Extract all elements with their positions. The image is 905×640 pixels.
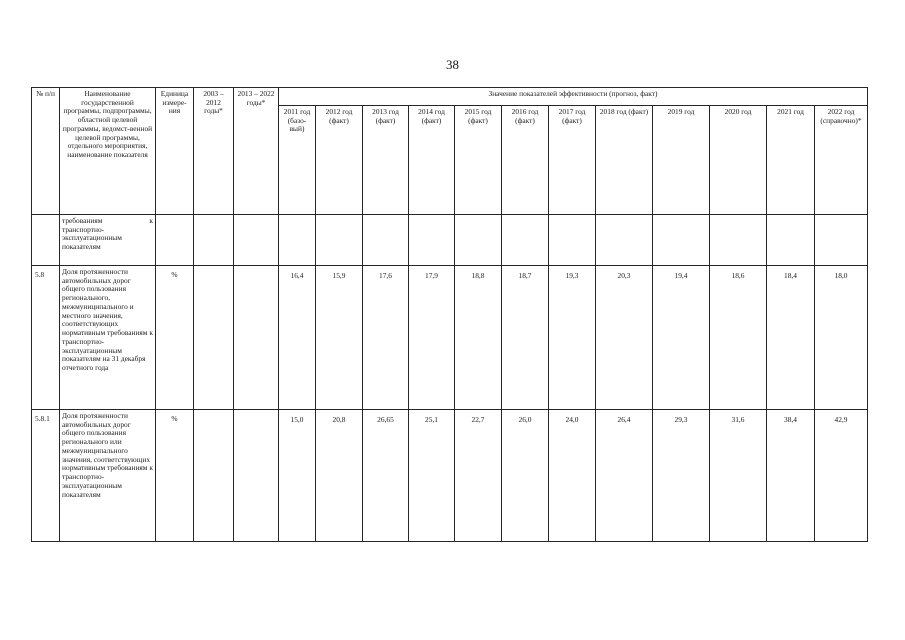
row-value: 15,9	[316, 266, 363, 410]
row-value	[815, 215, 868, 266]
row-name-first-word: требованиям	[62, 216, 103, 225]
row-period-2003-2012	[194, 266, 234, 410]
page-number: 38	[446, 57, 459, 72]
header-period-2013-2022: 2013 – 2022 годы*	[234, 88, 279, 215]
header-year: 2020 год	[710, 106, 767, 215]
header-name: Наименование государственной программы, подпрограммы, областной целевой программы, ведомст-венной целевой программы, отдельного мероприятия, наименование показателя	[60, 88, 156, 215]
row-value	[549, 215, 596, 266]
row-unit	[156, 215, 194, 266]
row-value: 19,4	[653, 266, 710, 410]
row-period-2003-2012	[194, 410, 234, 542]
row-period-2003-2012	[194, 215, 234, 266]
row-period-2013-2022	[234, 215, 279, 266]
header-period-2003-2012: 2003 – 2012 годы*	[194, 88, 234, 215]
header-year: 2013 год (факт)	[363, 106, 409, 215]
row-value	[455, 215, 502, 266]
row-value	[316, 215, 363, 266]
row-value	[710, 215, 767, 266]
row-value: 42,9	[815, 410, 868, 542]
row-value: 26,4	[596, 410, 653, 542]
row-num: 5.8.1	[32, 410, 60, 542]
row-unit: %	[156, 266, 194, 410]
row-value: 20,8	[316, 410, 363, 542]
header-unit: Единица измере-ния	[156, 88, 194, 215]
header-year: 2017 год (факт)	[549, 106, 596, 215]
row-value: 38,4	[767, 410, 815, 542]
header-row-1	[32, 88, 868, 106]
header-year: 2011 год (базо-вый)	[279, 106, 316, 215]
row-value: 29,3	[653, 410, 710, 542]
row-value: 20,3	[596, 266, 653, 410]
row-value: 18,7	[502, 266, 549, 410]
row-value: 18,0	[815, 266, 868, 410]
table-row	[32, 215, 868, 266]
row-value: 24,0	[549, 410, 596, 542]
header-year: 2014 год (факт)	[409, 106, 455, 215]
header-year: 2019 год	[653, 106, 710, 215]
row-value: 22,7	[455, 410, 502, 542]
header-year: 2022 год (справочно)*	[815, 106, 868, 215]
row-value: 18,4	[767, 266, 815, 410]
row-value: 25,1	[409, 410, 455, 542]
row-value: 26,0	[502, 410, 549, 542]
row-num: 5.8	[32, 266, 60, 410]
row-value	[767, 215, 815, 266]
row-value: 16,4	[279, 266, 316, 410]
row-value	[409, 215, 455, 266]
row-value: 31,6	[710, 410, 767, 542]
row-value: 26,65	[363, 410, 409, 542]
row-value	[279, 215, 316, 266]
table-row	[32, 266, 868, 410]
row-name	[60, 215, 156, 266]
row-value: 15,0	[279, 410, 316, 542]
row-name: Доля протяженности автомобильных дорог общего пользования регионального или межмуниципального значения, соответствующих нормативным требованиям к транспортно-эксплуатационным показателям	[60, 410, 156, 542]
row-value: 18,8	[455, 266, 502, 410]
row-value: 19,3	[549, 266, 596, 410]
header-year: 2018 год (факт)	[596, 106, 653, 215]
row-value	[653, 215, 710, 266]
row-period-2013-2022	[234, 410, 279, 542]
row-value	[596, 215, 653, 266]
row-value	[363, 215, 409, 266]
row-unit: %	[156, 410, 194, 542]
table-row	[32, 410, 868, 542]
indicators-table	[31, 87, 868, 542]
row-value: 18,6	[710, 266, 767, 410]
header-year: 2021 год	[767, 106, 815, 215]
row-name: Доля протяженности автомобильных дорог общего пользования регионального, межмуниципального и местного значения, соответствующих нормативным требованиям к транспортно-эксплуатационным показателям на 31 декабря отчетного года	[60, 266, 156, 410]
header-year: 2016 год (факт)	[502, 106, 549, 215]
row-value: 17,6	[363, 266, 409, 410]
header-year: 2015 год (факт)	[455, 106, 502, 215]
row-name-first-word-end: к	[149, 216, 153, 225]
header-year: 2012 год (факт)	[316, 106, 363, 215]
row-value	[502, 215, 549, 266]
row-name-rest: транспортно-эксплуатационным показателям	[62, 224, 122, 252]
header-num: № п/п	[32, 88, 60, 215]
row-num	[32, 215, 60, 266]
header-group: Значение показателей эффективности (прогноз, факт)	[279, 88, 868, 106]
row-period-2013-2022	[234, 266, 279, 410]
row-value: 17,9	[409, 266, 455, 410]
